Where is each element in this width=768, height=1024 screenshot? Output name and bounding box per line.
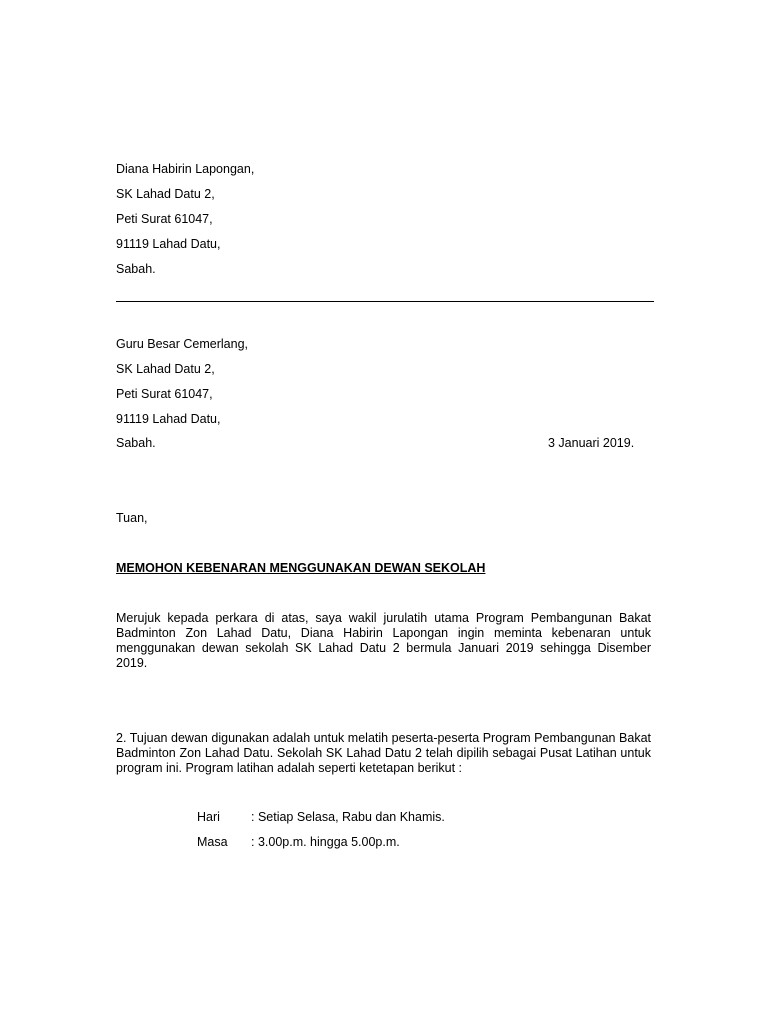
- schedule-value-time: : 3.00p.m. hingga 5.00p.m.: [251, 835, 400, 849]
- recipient-postcode-city: 91119 Lahad Datu,: [116, 412, 221, 426]
- letter-subject: MEMOHON KEBENARAN MENGGUNAKAN DEWAN SEKOLAH: [116, 561, 486, 575]
- sender-postcode-city: 91119 Lahad Datu,: [116, 237, 221, 251]
- recipient-title: Guru Besar Cemerlang,: [116, 337, 249, 351]
- schedule-label-day: Hari: [197, 810, 220, 824]
- schedule-label-time: Masa: [197, 835, 228, 849]
- address-divider: [116, 301, 654, 302]
- sender-state: Sabah.: [116, 262, 156, 276]
- recipient-school: SK Lahad Datu 2,: [116, 362, 215, 376]
- recipient-state: Sabah.: [116, 436, 156, 450]
- letter-date: 3 Januari 2019.: [548, 436, 635, 450]
- body-paragraph-1: Merujuk kepada perkara di atas, saya wakil jurulatih utama Program Pembangunan Bakat Badminton Zon Lahad Datu, Diana Habirin Lapongan ingin meminta kebenaran untuk menggunakan dewan sekolah SK Lahad Datu 2 bermula Januari 2019 sehingga Disember 2019.: [116, 611, 651, 670]
- sender-po-box: Peti Surat 61047,: [116, 212, 213, 226]
- sender-name: Diana Habirin Lapongan,: [116, 162, 255, 176]
- salutation: Tuan,: [116, 511, 148, 525]
- recipient-po-box: Peti Surat 61047,: [116, 387, 213, 401]
- sender-school: SK Lahad Datu 2,: [116, 187, 215, 201]
- body-paragraph-2: 2. Tujuan dewan digunakan adalah untuk melatih peserta-peserta Program Pembangunan Bakat Badminton Zon Lahad Datu. Sekolah SK Lahad Datu 2 telah dipilih sebagai Pusat Latihan untuk program ini. Program latihan adalah seperti ketetapan berikut :: [116, 731, 651, 775]
- schedule-value-day: : Setiap Selasa, Rabu dan Khamis.: [251, 810, 445, 824]
